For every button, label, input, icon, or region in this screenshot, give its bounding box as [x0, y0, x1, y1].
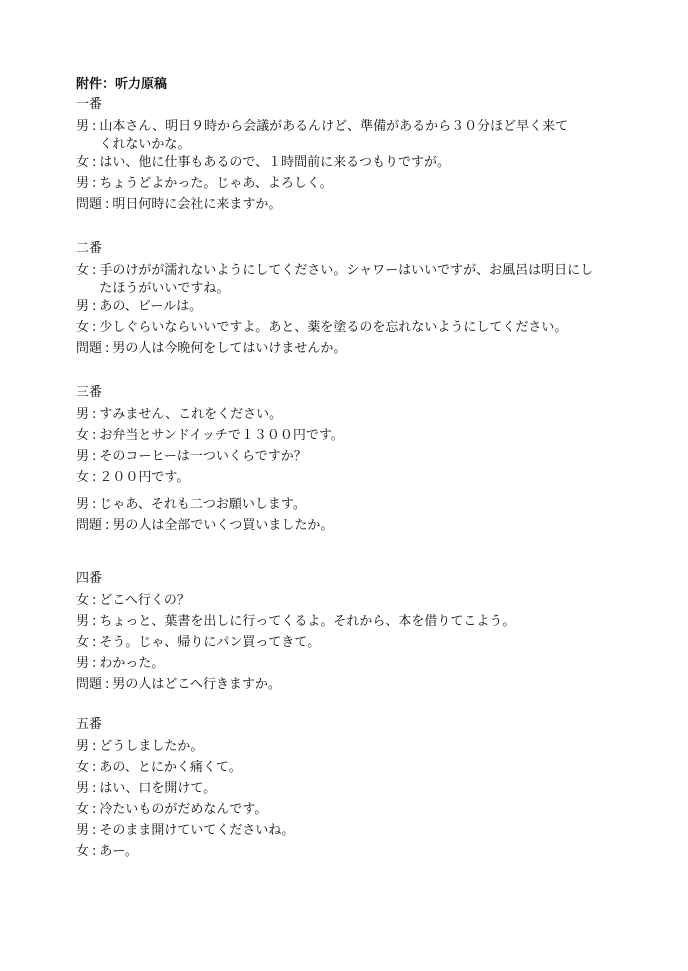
dialogue-text: 少しぐらいならいいですよ。あと、薬を塗るのを忘れないようにしてください。 — [99, 320, 568, 335]
speaker-label: 男 — [76, 781, 90, 796]
question-label: 問題 — [76, 518, 103, 533]
colon-separator: : — [92, 263, 97, 278]
dialogue-text: すみません、これをください。 — [99, 407, 283, 422]
question-label: 問題 — [76, 341, 103, 356]
dialogue-line — [76, 427, 616, 448]
dialogue-line — [76, 496, 616, 517]
question-line — [76, 196, 616, 217]
colon-separator: : — [92, 320, 97, 335]
section-1 — [76, 96, 616, 217]
dialogue-line — [76, 780, 616, 801]
dialogue-text: お弁当とサンドイッチで１３００円です。 — [99, 428, 344, 443]
section-4 — [76, 570, 616, 697]
colon-separator: : — [105, 518, 110, 533]
colon-separator: : — [92, 407, 97, 422]
dialogue-text: ２００円です。 — [99, 470, 190, 485]
dialogue-line — [76, 298, 616, 319]
speaker-label: 女 — [76, 263, 90, 278]
colon-separator: : — [105, 197, 110, 212]
colon-separator: : — [92, 470, 97, 485]
speaker-label: 女 — [76, 593, 90, 608]
section-3 — [76, 384, 616, 538]
dialogue-text: あの、とにかく痛くて。 — [99, 760, 242, 775]
dialogue-text: そう。じゃ、帰りにパン買ってきて。 — [99, 635, 321, 650]
dialogue-text: そのコーヒーは一ついくらですか？ — [99, 449, 307, 464]
colon-separator: : — [92, 802, 97, 817]
document-title: 附件：听力原稿 — [76, 77, 168, 92]
dialogue-line — [76, 822, 616, 843]
speaker-label: 男 — [76, 299, 90, 314]
colon-separator: : — [92, 155, 97, 170]
dialogue-line — [76, 406, 616, 427]
speaker-label: 男 — [76, 119, 90, 134]
dialogue-text: そのまま開けていてくださいね。 — [99, 823, 295, 838]
question-line — [76, 340, 616, 361]
dialogue-text: はい、他に仕事もあるので、１時間前に来るつもりですが。 — [99, 155, 451, 170]
dialogue-line — [76, 469, 616, 490]
colon-separator: : — [92, 739, 97, 754]
colon-separator: : — [92, 760, 97, 775]
dialogue-text: どこへ行くの？ — [99, 593, 190, 608]
colon-separator: : — [92, 449, 97, 464]
dialogue-line — [76, 634, 616, 655]
speaker-label: 男 — [76, 614, 90, 629]
dialogue-text: どうしましたか。 — [99, 739, 204, 754]
dialogue-line — [76, 759, 616, 780]
colon-separator: : — [92, 299, 97, 314]
colon-separator: : — [92, 781, 97, 796]
colon-separator: : — [92, 844, 97, 859]
colon-separator: : — [92, 119, 97, 134]
dialogue-line — [76, 175, 616, 196]
question-text: 男の人は今晩何をしてはいけませんか。 — [112, 341, 347, 356]
dialogue-text: ちょうどよかった。じゃあ、よろしく。 — [99, 176, 333, 191]
dialogue-text: わかった。 — [99, 656, 165, 671]
dialogue-line — [76, 154, 616, 175]
dialogue-text: あの、ビールは。 — [99, 299, 203, 314]
dialogue-line — [76, 319, 616, 340]
question-line — [76, 517, 616, 538]
colon-separator: : — [92, 176, 97, 191]
question-text: 男の人は全部でいくつ買いましたか。 — [112, 518, 334, 533]
dialogue-line — [76, 118, 616, 154]
section-heading: 五番 — [76, 717, 103, 732]
speaker-label: 男 — [76, 407, 90, 422]
colon-separator: : — [92, 656, 97, 671]
dialogue-line — [76, 738, 616, 759]
dialogue-text: じゃあ、それも二つお願いします。 — [99, 497, 306, 512]
dialogue-line — [76, 448, 616, 469]
colon-separator: : — [92, 823, 97, 838]
question-label: 問題 — [76, 677, 103, 692]
section-heading: 三番 — [76, 385, 103, 400]
speaker-label: 女 — [76, 635, 90, 650]
colon-separator: : — [92, 593, 97, 608]
dialogue-line — [76, 613, 616, 634]
colon-separator: : — [92, 635, 97, 650]
colon-separator: : — [105, 341, 110, 356]
dialogue-text: はい、口を開けて。 — [99, 781, 217, 796]
speaker-label: 女 — [76, 320, 90, 335]
dialogue-text: 山本さん、明日９時から会議があるんけど、準備があるから３０分ほど早く来て くれないかな。 — [99, 119, 595, 152]
speaker-label: 女 — [76, 155, 90, 170]
speaker-label: 男 — [76, 497, 90, 512]
question-text: 男の人はどこへ行きますか。 — [112, 677, 281, 692]
section-heading: 四番 — [76, 571, 103, 586]
question-label: 問題 — [76, 197, 103, 212]
speaker-label: 男 — [76, 449, 90, 464]
speaker-label: 男 — [76, 739, 90, 754]
dialogue-line — [76, 801, 616, 822]
speaker-label: 男 — [76, 656, 90, 671]
dialogue-text: ちょっと、葉書を出しに行ってくるよ。それから、本を借りてこよう。 — [99, 614, 516, 629]
colon-separator: : — [92, 497, 97, 512]
section-heading: 二番 — [76, 241, 103, 256]
colon-separator: : — [92, 428, 97, 443]
dialogue-line — [76, 655, 616, 676]
speaker-label: 男 — [76, 176, 90, 191]
section-5 — [76, 716, 616, 864]
speaker-label: 女 — [76, 844, 90, 859]
speaker-label: 女 — [76, 760, 90, 775]
speaker-label: 男 — [76, 823, 90, 838]
question-line — [76, 676, 616, 697]
colon-separator: : — [105, 677, 110, 692]
section-heading: 一番 — [76, 97, 103, 112]
speaker-label: 女 — [76, 428, 90, 443]
question-text: 明日何時に会社に来ますか。 — [112, 197, 282, 212]
colon-separator: : — [92, 614, 97, 629]
dialogue-line — [76, 843, 616, 864]
dialogue-text: 冷たいものがだめなんです。 — [99, 802, 268, 817]
dialogue-text: あー。 — [99, 844, 138, 859]
section-2 — [76, 240, 616, 361]
speaker-label: 女 — [76, 470, 90, 485]
dialogue-text: 手のけがが濡れないようにしてください。シャワーはいいですが、お風呂は明日にしたほうがいいですね。 — [99, 263, 594, 296]
dialogue-line — [76, 592, 616, 613]
dialogue-line — [76, 262, 616, 298]
speaker-label: 女 — [76, 802, 90, 817]
